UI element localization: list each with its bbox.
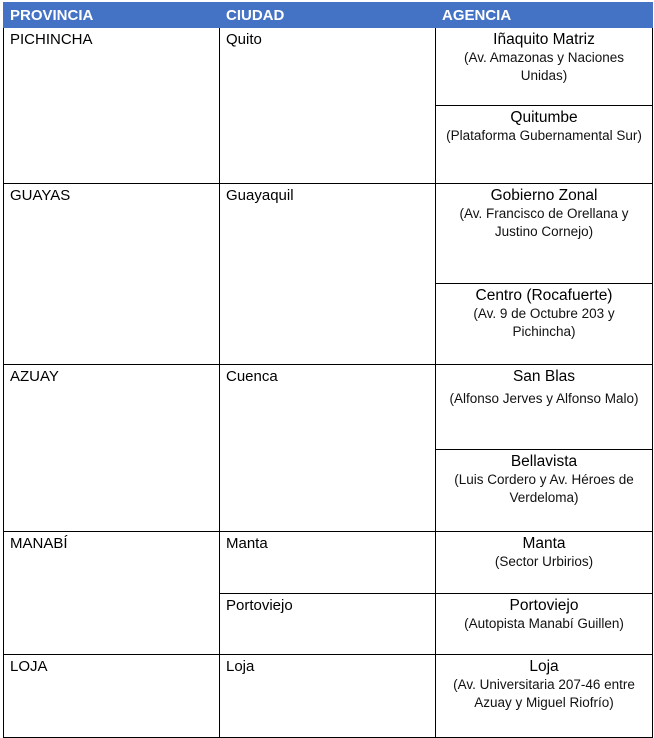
- agencia-address: (Sector Urbirios): [494, 554, 594, 569]
- header-provincia: PROVINCIA: [4, 3, 220, 28]
- ciudad-text: Manta: [226, 535, 268, 552]
- agencia-address: (Av. Universitaria 207-46 entre Azuay y Miguel Riofrío): [453, 677, 635, 710]
- agencia-item: [436, 365, 652, 449]
- provincia-cell: [4, 28, 220, 184]
- agencia-name: Quitumbe: [510, 109, 578, 126]
- agencia-item: [436, 532, 652, 593]
- agencia-cell: [436, 365, 653, 532]
- ciudad-text: Quito: [226, 31, 262, 48]
- provincia-text: LOJA: [10, 658, 48, 675]
- header-agencia: AGENCIA: [436, 3, 653, 28]
- agencia-address: (Luis Cordero y Av. Héroes de Verdeloma): [454, 472, 634, 505]
- provincia-text: GUAYAS: [10, 187, 71, 204]
- agencia-item: [436, 593, 652, 653]
- provincia-cell: [4, 184, 220, 365]
- ciudad-item: [220, 593, 435, 654]
- ciudad-item: [220, 532, 435, 593]
- ciudad-cell: [220, 365, 436, 532]
- ciudad-cell: [220, 655, 436, 738]
- agencia-name: Iñaquito Matriz: [493, 31, 595, 48]
- header-row: [4, 3, 653, 28]
- agencia-item: [436, 105, 652, 183]
- table-row: [4, 365, 653, 532]
- agencia-cell: [436, 655, 653, 738]
- agencia-name: San Blas: [512, 368, 576, 385]
- ciudad-cell: [220, 532, 436, 655]
- agencia-name: Portoviejo: [509, 597, 579, 614]
- header-ciudad: CIUDAD: [220, 3, 436, 28]
- agencia-address: (Av. Amazonas y Naciones Unidas): [463, 50, 625, 83]
- agencia-address: (Alfonso Jerves y Alfonso Malo): [449, 391, 639, 406]
- agencies-table: [3, 2, 653, 738]
- ciudad-cell: [220, 184, 436, 365]
- table-row: [4, 184, 653, 365]
- provincia-text: PICHINCHA: [10, 31, 93, 48]
- agencia-name: Loja: [529, 658, 559, 675]
- agencia-address: (Autopista Manabí Guillen): [464, 616, 624, 631]
- agencia-name: Bellavista: [510, 453, 578, 470]
- ciudad-text: Cuenca: [226, 368, 278, 385]
- agencia-name: Gobierno Zonal: [490, 187, 598, 204]
- agencia-cell: [436, 28, 653, 184]
- agencia-item: [436, 28, 652, 105]
- table-row: [4, 655, 653, 738]
- provincia-cell: [4, 655, 220, 738]
- table-row: [4, 532, 653, 655]
- table-row: [4, 28, 653, 184]
- agencia-item: [436, 184, 652, 283]
- ciudad-cell: [220, 28, 436, 184]
- agencia-item: [436, 655, 652, 737]
- ciudad-text: Portoviejo: [226, 597, 293, 614]
- ciudad-text: Guayaquil: [226, 187, 294, 204]
- agencia-item: [436, 283, 652, 364]
- provincia-cell: [4, 532, 220, 655]
- agencia-item: [436, 449, 652, 531]
- ciudad-text: Loja: [226, 658, 255, 675]
- agencia-address: (Av. Francisco de Orellana y Justino Cornejo): [459, 206, 629, 239]
- provincia-text: AZUAY: [10, 368, 59, 385]
- agencia-cell: [436, 532, 653, 655]
- agencia-cell: [436, 184, 653, 365]
- agencia-name: Centro (Rocafuerte): [475, 287, 613, 304]
- provincia-text: MANABÍ: [10, 535, 68, 552]
- provincia-cell: [4, 365, 220, 532]
- agencia-address: (Av. 9 de Octubre 203 y Pichincha): [473, 306, 615, 339]
- agencia-address: (Plataforma Gubernamental Sur): [446, 128, 642, 143]
- agencia-name: Manta: [522, 535, 566, 552]
